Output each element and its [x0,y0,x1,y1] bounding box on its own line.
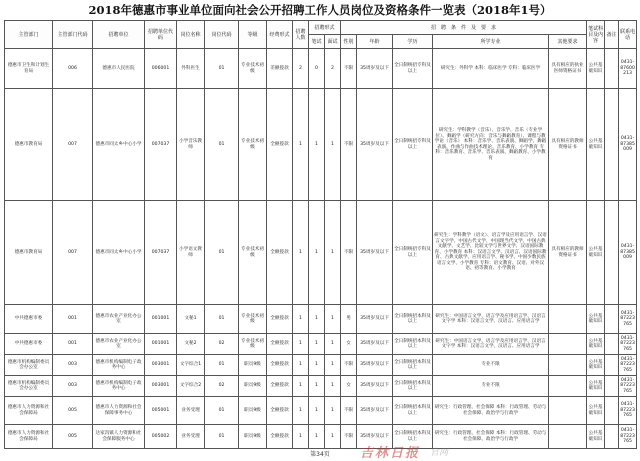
col-form: 招聘形式 [309,21,341,35]
cell-dept-code: 003 [53,376,93,397]
cell-exam: 公共基础知识 [587,355,605,376]
cell-dept-code: 007 [53,89,93,201]
col-post-code: 岗位代码 [205,21,239,49]
table-row [5,201,637,305]
cell-other [549,425,587,449]
cell-exam: 公共基础知识 [587,425,605,449]
cell-unit-code: 003001 [145,376,177,397]
cell-post: 文字综合2 [177,376,205,397]
cell-count: 1 [293,376,309,397]
cell-post-code: 02 [205,376,239,397]
cell-written: 1 [309,355,325,376]
cell-major: 研究生：学科教学（语文）、语言学及应用语言学、汉语言文字学、中国古代文学、中国现当代文学、中国古典文献学、文艺学、比较文学与世界文学、汉语国际教育、小学教育 本科：汉语言文学、汉语言、汉语国际教育、古典文献学、应用语言学、秘书学、中国少数民族语言文学、小学教育 专科：语文教育、汉语、对外汉语、初等教育、小学教育 [433,201,549,305]
cell-gender: 不限 [341,355,357,376]
cell-unit-code: 005002 [145,425,177,449]
col-phone: 联系电话 [619,21,637,49]
cell-major: 研究生：外科学 本科：临床医学 专科：临床医学 [433,49,549,89]
header-row-1 [5,21,637,35]
cell-phone: 0431-87223765 [619,334,637,355]
cell-post-code: 01 [205,397,239,425]
cell-dept-code: 006 [53,49,93,89]
cell-gender: 男 [341,305,357,334]
cell-major: 专业不限 [433,376,549,397]
col-funding: 经费形式 [267,21,293,49]
cell-dept-code: 001 [53,305,93,334]
col-age: 年龄 [357,35,393,49]
cell-unit: 德惠市机构编制电子政务中心 [93,376,145,397]
cell-post-code: 02 [205,334,239,355]
cell-count: 1 [293,355,309,376]
cell-gender: 女 [341,376,357,397]
cell-post: 文秘2 [177,334,205,355]
col-major: 所学专业 [433,35,549,49]
table-row [5,397,637,425]
cell-education: 全日制统招本科及以上 [393,397,433,425]
cell-post-code: 01 [205,201,239,305]
cell-post: 小学语文教师 [177,201,205,305]
cell-interview: 1 [325,355,341,376]
positions-table [4,20,637,449]
cell-funding: 全额拨款 [267,355,293,376]
cell-level: 职员9级 [239,376,267,397]
col-dept-code: 主管部门代码 [53,21,93,49]
cell-funding: 全额拨款 [267,305,293,334]
cell-dept: 德惠市人力资源和社会保障局 [5,425,53,449]
cell-remark [605,89,619,201]
cell-post: 文字综合1 [177,355,205,376]
cell-level: 职员9级 [239,397,267,425]
cell-interview: 1 [325,201,341,305]
cell-major: 研究生：中国语言文学、语言学及应用语言学、汉语言文字学 本科：汉语言文学、汉语言、应用语言学 [433,305,549,334]
cell-remark [605,376,619,397]
cell-major: 研究生：学科教学（音乐）、音乐学、音乐（专业学位）、舞蹈学（研究方向：音乐与舞蹈教育）、课程与教学论（音乐） 本科：音乐学、音乐表演、舞蹈学、舞蹈表演、作曲与作曲技术理论、音乐教育、小学教育 专科：音乐教育、音乐学、音乐表演、舞蹈教育、小学教育 [433,89,549,201]
cell-other [549,355,587,376]
cell-phone: 0431-87600213 [619,49,637,89]
cell-dept-code: 001 [53,334,93,355]
cell-written: 1 [309,397,325,425]
cell-remark [605,397,619,425]
cell-unit: 德惠市农业产业化办公室 [93,305,145,334]
cell-education: 全日制统招本科及以上 [393,355,433,376]
cell-remark [605,334,619,355]
cell-written: 1 [309,305,325,334]
cell-age: 35周岁及以下 [357,89,393,201]
col-conditions: 招 聘 条 件 及 要 求 [341,21,587,35]
cell-interview: 1 [325,376,341,397]
cell-unit-code: 005001 [145,397,177,425]
cell-phone: 0431-87385009 [619,89,637,201]
cell-dept: 德惠市卫生和计划生育局 [5,49,53,89]
cell-major: 专业不限 [433,355,549,376]
cell-age: 35周岁及以下 [357,305,393,334]
cell-gender: 不限 [341,49,357,89]
watermark-sub: 官网 [430,448,449,458]
cell-dept-code: 007 [53,201,93,305]
cell-exam: 公共基础知识 [587,89,605,201]
cell-education: 全日制统招专科及以上 [393,89,433,201]
cell-unit: 达家沟镇人力资源和社会保障服务中心 [93,425,145,449]
cell-unit: 德惠市同太乡中心小学 [93,89,145,201]
cell-education: 全日制统招本科及以上 [393,425,433,449]
cell-dept: 中共德惠市委 [5,305,53,334]
cell-other [549,397,587,425]
cell-level: 专业技术初级 [239,89,267,201]
cell-written: 1 [309,334,325,355]
cell-post: 业务受理 [177,397,205,425]
col-level: 等级 [239,21,267,49]
cell-unit: 德惠市机构编制电子政务中心 [93,355,145,376]
col-post: 岗位名称 [177,21,205,49]
table-row [5,425,637,449]
cell-funding: 差额拨款 [267,49,293,89]
cell-unit-code: 007037 [145,201,177,305]
col-education: 学历 [393,35,433,49]
cell-other: 具有相应的教师资格证书 [549,201,587,305]
cell-funding: 全额拨款 [267,334,293,355]
cell-exam: 公共基础知识 [587,305,605,334]
cell-count: 1 [293,201,309,305]
cell-funding: 全额拨款 [267,201,293,305]
cell-dept: 德惠市人力资源和社会保障局 [5,397,53,425]
cell-exam: 公共基础知识 [587,397,605,425]
cell-major: 研究生：中国语言文学、语言学及应用语言学、汉语言文字学 本科：汉语言文学、汉语言、应用语言学 [433,334,549,355]
cell-written: 1 [309,89,325,201]
cell-funding: 全额拨款 [267,397,293,425]
cell-interview: 1 [325,89,341,201]
col-gender: 性别 [341,35,357,49]
cell-written: 1 [309,376,325,397]
cell-level: 专业技术初级 [239,201,267,305]
cell-level: 职员9级 [239,355,267,376]
cell-education: 全日制统招本科及以上 [393,376,433,397]
cell-age: 35周岁及以下 [357,201,393,305]
cell-funding: 全额拨款 [267,89,293,201]
cell-gender: 女 [341,334,357,355]
cell-education: 全日制统招专科及以上 [393,49,433,89]
cell-count: 1 [293,397,309,425]
col-other: 其他要求 [549,35,587,49]
cell-dept-code: 005 [53,425,93,449]
cell-exam: 公共基础知识 [587,201,605,305]
cell-unit-code: 003001 [145,355,177,376]
cell-unit: 德惠市人民医院 [93,49,145,89]
cell-written: 1 [309,201,325,305]
cell-phone: 0431-87223765 [619,397,637,425]
cell-remark [605,305,619,334]
cell-post: 外科医生 [177,49,205,89]
cell-count: 1 [293,89,309,201]
cell-interview: 2 [325,49,341,89]
cell-exam: 公共基础知识 [587,334,605,355]
table-row [5,305,637,334]
cell-remark [605,201,619,305]
cell-post-code: 01 [205,425,239,449]
page-title: 2018年德惠市事业单位面向社会公开招聘工作人员岗位及资格条件一览表（2018年1号） [88,3,552,17]
table-row [5,376,637,397]
cell-post-code: 01 [205,355,239,376]
cell-post-code: 01 [205,89,239,201]
cell-written: 0 [309,49,325,89]
col-dept: 主管部门 [5,21,53,49]
cell-gender: 不限 [341,397,357,425]
cell-funding: 全额拨款 [267,425,293,449]
cell-funding: 全额拨款 [267,376,293,397]
cell-interview: 1 [325,305,341,334]
cell-gender: 不限 [341,425,357,449]
col-interview: 面试 [325,35,341,49]
cell-unit: 德惠市农业产业化办公室 [93,334,145,355]
cell-phone: 0431-87223765 [619,305,637,334]
cell-major: 研究生：行政管理、社会保障 本科：行政管理、劳动与社会保障、政治学与行政学 [433,397,549,425]
cell-age: 35周岁及以下 [357,397,393,425]
cell-gender: 不限 [341,89,357,201]
cell-unit-code: 001001 [145,334,177,355]
cell-post: 文秘1 [177,305,205,334]
cell-age: 35周岁及以下 [357,355,393,376]
newspaper-watermark: 吉林日报 [360,446,421,461]
col-unit: 招聘单位 [93,21,145,49]
col-remark: 备注 [605,21,619,49]
cell-exam: 公共基础知识 [587,376,605,397]
cell-dept-code: 003 [53,355,93,376]
cell-phone: 0431-87223765 [619,425,637,449]
cell-unit-code: 001001 [145,305,177,334]
cell-age: 35周岁及以下 [357,334,393,355]
cell-dept: 德惠市机构编制委员会办公室 [5,376,53,397]
cell-other [549,305,587,334]
cell-dept: 德惠市教育局 [5,89,53,201]
cell-count: 1 [293,334,309,355]
col-count: 招聘人数 [293,21,309,49]
table-row [5,49,637,89]
cell-level: 专业技术初级 [239,305,267,334]
cell-interview: 1 [325,397,341,425]
cell-interview: 1 [325,334,341,355]
cell-interview: 1 [325,425,341,449]
cell-unit: 德惠市同太乡中心小学 [93,201,145,305]
cell-education: 全日制统招专科及以上 [393,201,433,305]
table-row [5,355,637,376]
cell-remark [605,425,619,449]
col-written: 笔试 [309,35,325,49]
table-row [5,334,637,355]
cell-remark [605,355,619,376]
cell-other [549,376,587,397]
cell-remark [605,49,619,89]
cell-count: 1 [293,425,309,449]
col-exam: 笔试科目及内容 [587,21,605,49]
cell-level: 职员9级 [239,425,267,449]
cell-other [549,334,587,355]
cell-other: 具有相应的执业医师资格证书 [549,49,587,89]
cell-count: 1 [293,305,309,334]
cell-unit: 德惠市人力资源和社会保障事务中心 [93,397,145,425]
cell-dept: 德惠市机构编制委员会办公室 [5,355,53,376]
cell-post: 小学音乐教师 [177,89,205,201]
col-unit-code: 招聘单位代码 [145,21,177,49]
cell-gender: 不限 [341,201,357,305]
cell-post-code: 01 [205,49,239,89]
cell-age: 35周岁及以下 [357,49,393,89]
cell-level: 专业技术初级 [239,334,267,355]
cell-exam: 公共基础知识 [587,49,605,89]
cell-dept-code: 005 [53,397,93,425]
cell-dept: 德惠市教育局 [5,201,53,305]
cell-age: 35周岁及以下 [357,425,393,449]
cell-dept: 中共德惠市委 [5,334,53,355]
cell-unit-code: 006001 [145,49,177,89]
cell-education: 全日制统招本科及以上 [393,305,433,334]
cell-unit-code: 007037 [145,89,177,201]
cell-other: 具有相应的教师资格证书 [549,89,587,201]
table-row [5,89,637,201]
cell-post-code: 01 [205,305,239,334]
cell-phone: 0431-87223765 [619,376,637,397]
cell-phone: 0431-87385009 [619,201,637,305]
page-number: 第34页 [310,451,330,458]
cell-written: 1 [309,425,325,449]
cell-education: 全日制统招本科及以上 [393,334,433,355]
cell-level: 专业技术初级 [239,49,267,89]
cell-age: 35周岁及以下 [357,376,393,397]
cell-count: 2 [293,49,309,89]
cell-phone: 0431-87223765 [619,355,637,376]
cell-major: 研究生：行政管理、社会保障 本科：行政管理、劳动与社会保障、政治学与行政学 [433,425,549,449]
cell-post: 业务受理 [177,425,205,449]
